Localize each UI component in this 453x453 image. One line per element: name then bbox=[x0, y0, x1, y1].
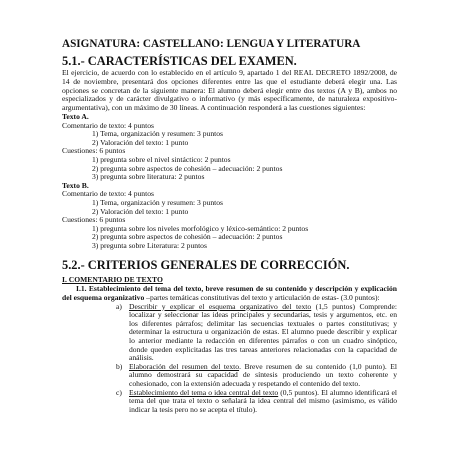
texto-a-comentario-item-1: 1) Tema, organización y resumen: 3 puntos bbox=[92, 129, 223, 139]
criterion-item-b bbox=[116, 363, 397, 389]
texto-b-question-1: 1) pregunta sobre los niveles morfológico y léxico-semántico: 2 puntos bbox=[92, 223, 309, 233]
criterion-item-a bbox=[116, 303, 397, 363]
criterion-item-underlined: Elaboración del resumen del texto bbox=[129, 361, 240, 371]
texto-b-comentario: Comentario de texto: 4 puntos bbox=[62, 189, 154, 199]
criterion-item-text bbox=[129, 303, 397, 363]
texto-a-comentario: Comentario de texto: 4 puntos bbox=[62, 120, 154, 130]
texto-b-cuestiones: Cuestiones: 6 puntos bbox=[62, 215, 126, 225]
criterion-item-body: . Breve resumen de su contenido (1,0 punto). El alumno demostrará su capacidad de síntesis produciendo un texto coherente y cohesionado, con la extensión adecuada y respetando el contenido del texto. bbox=[129, 361, 397, 389]
texto-a-label: Texto A. bbox=[62, 111, 89, 121]
texto-a-question-3: 3) pregunta sobre literatura: 2 puntos bbox=[92, 172, 205, 182]
document-title: ASIGNATURA: CASTELLANO: LENGUA Y LITERATURA bbox=[62, 38, 361, 50]
texto-a-cuestiones: Cuestiones: 6 puntos bbox=[62, 146, 126, 156]
texto-b-question-3: 3) pregunta sobre Literatura: 2 puntos bbox=[92, 240, 207, 250]
criterion-item-body: (0,5 puntos). El alumno identificará el tema del que trata el texto o señalará la idea central del mismo (asimismo, es válido indicar la tesis pero no se acepta el título). bbox=[129, 387, 398, 414]
criterion-item-label: a) bbox=[116, 301, 122, 311]
criterion-item-text bbox=[129, 389, 397, 415]
criterion-1-1-bold: I.1. Establecimiento del tema del texto, breve resumen de su contenido y descripción y explicación del esquema organizativo bbox=[62, 284, 397, 302]
texto-b-comentario-item-1: 1) Tema, organización y resumen: 3 puntos bbox=[92, 197, 223, 207]
criterion-1-1-rest: –partes temáticas constitutivas del texto y articulación de estas- (3.0 puntos): bbox=[144, 292, 380, 302]
texto-a-comentario-item-2: 2) Valoración del texto: 1 punto bbox=[92, 137, 189, 147]
criterion-item-c bbox=[116, 389, 397, 415]
criterion-item-underlined: Establecimiento del tema o idea central del texto bbox=[129, 387, 279, 397]
criterion-item-label: c) bbox=[116, 387, 122, 397]
criterion-item-text bbox=[129, 363, 397, 389]
criterion-1-1-paragraph bbox=[62, 285, 397, 303]
section-heading-5-1: 5.1.- CARACTERÍSTICAS DEL EXAMEN. bbox=[62, 54, 297, 68]
texto-a-question-2: 2) pregunta sobre aspectos de cohesión – adecuación: 2 puntos bbox=[92, 163, 283, 173]
section-intro-paragraph: El ejercicio, de acuerdo con lo establecido en el artículo 9, apartado 1 del REAL DECRETO 1892/2008, de 14 de noviembre, presentará dos opciones diferentes entre las que el estudiante deberá elegir una. Las opciones se concretan de la siguiente manera: El alumno deberá elegir entre dos textos (A y B), ambos no especializados y de carácter divulgativo o informativo (y más específicamente, de naturaleza expositivo-argumentativa), con un máximo de 30 líneas. A continuación responderá a las cuestiones siguientes: bbox=[62, 68, 397, 113]
section-heading-5-2: 5.2.- CRITERIOS GENERALES DE CORRECCIÓN. bbox=[62, 258, 350, 273]
criterion-item-underlined: Describir y explicar el esquema organizativo del texto bbox=[129, 301, 312, 311]
criterion-item-label: b) bbox=[116, 361, 123, 371]
texto-b-comentario-item-2: 2) Valoración del texto: 1 punto bbox=[92, 206, 189, 216]
criterion-item-body: (1,5 puntos) Comprende: localizar y seleccionar las ideas principales y secundarias, tesis y argumentos, etc. en los diferentes párrafos; delimitar las secuencias textuales o partes constitutivas; y determinar la estructura u organización de estas. El alumno puede describir y explicar lo anterior mediante la redacción en diferentes párrafos o con un cuadro sinóptico, donde queden explicitadas las tres tareas anteriores relacionadas con la capacidad de análisis. bbox=[129, 301, 397, 363]
texto-b-label: Texto B. bbox=[62, 180, 89, 190]
texto-b-question-2: 2) pregunta sobre aspectos de cohesión – adecuación: 2 puntos bbox=[92, 232, 283, 242]
texto-a-question-1: 1) pregunta sobre el nivel sintáctico: 2 puntos bbox=[92, 154, 231, 164]
subsection-heading: I. COMENTARIO DE TEXTO bbox=[62, 275, 163, 285]
